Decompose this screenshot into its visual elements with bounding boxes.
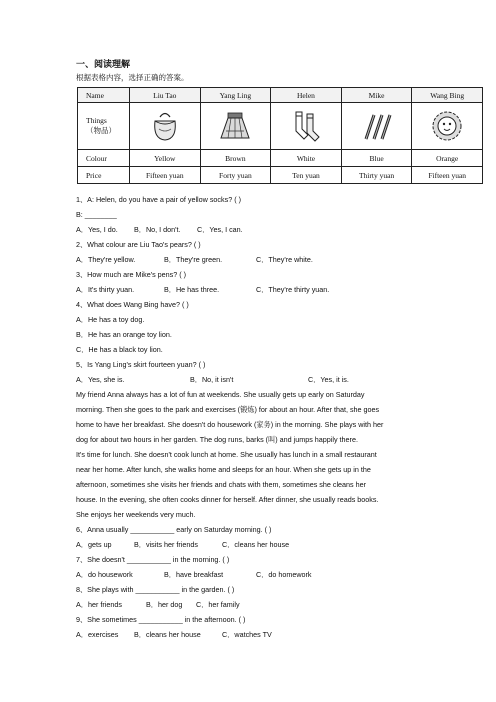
- cell-price: Fifteen yuan: [130, 167, 201, 184]
- question-6: 6、Anna usually ___________ early on Saturday morning. ( ): [76, 525, 272, 534]
- cell-name: Wang Bing: [412, 88, 483, 103]
- question-7: 7、She doesn't ___________ in the morning. ( ): [76, 555, 230, 564]
- question-5: 5、Is Yang Ling's skirt fourteen yuan? ( ): [76, 360, 206, 369]
- q3-option-a[interactable]: A．It's thirty yuan.: [76, 285, 135, 294]
- passage-line: morning. Then she goes to the park and exercises (锻炼) for about an hour. After that, she goes: [76, 405, 380, 414]
- q7-option-a[interactable]: A．do housework: [76, 570, 133, 579]
- table-row-things: [78, 103, 483, 150]
- q1-option-c[interactable]: C．Yes, I can.: [197, 225, 243, 234]
- skirt-icon: [218, 109, 252, 143]
- question-8: 8、She plays with ___________ in the garden. ( ): [76, 585, 235, 594]
- things-label: Things: [86, 116, 107, 125]
- q8-option-c[interactable]: C．her family: [196, 600, 240, 609]
- table-row-name: [78, 88, 483, 103]
- pens-icon: [360, 109, 394, 143]
- q6-option-b[interactable]: B．visits her friends: [134, 540, 198, 549]
- q5-option-b[interactable]: B．No, it isn't: [190, 375, 234, 384]
- cell-colour: Brown: [200, 150, 271, 167]
- q8-option-a[interactable]: A．her friends: [76, 600, 122, 609]
- cell-price: Fifteen yuan: [412, 167, 483, 184]
- q2-option-c[interactable]: C．They're white.: [256, 255, 313, 264]
- things-label-cn: （物品）: [86, 126, 116, 135]
- cell-thing: [271, 103, 342, 150]
- passage-line: My friend Anna always has a lot of fun at weekends. She usually gets up early on Saturday: [76, 390, 365, 399]
- cell-colour: Blue: [341, 150, 412, 167]
- section-title: 一、阅读理解: [76, 59, 131, 69]
- info-table: [77, 87, 483, 184]
- passage-line: It's time for lunch. She doesn't cook lunch at home. She usually has lunch in a small restaurant: [76, 450, 377, 459]
- passage-line: dog for about two hours in her garden. The dog runs, barks (叫) and jumps happily there.: [76, 435, 358, 444]
- q3-option-b[interactable]: B．He has three.: [164, 285, 220, 294]
- passage-line: She enjoys her weekends very much.: [76, 510, 196, 519]
- cell-thing: [130, 103, 201, 150]
- question-9: 9、She sometimes ___________ in the afternoon. ( ): [76, 615, 246, 624]
- bag-icon: [150, 109, 180, 143]
- cell-thing: [200, 103, 271, 150]
- question-3: 3、How much are Mike's pens? ( ): [76, 270, 187, 279]
- q9-option-a[interactable]: A．exercises: [76, 630, 119, 639]
- cell-price: Forty yuan: [200, 167, 271, 184]
- passage-line: near her home. After lunch, she walks home and sleeps for an hour. When she gets up in the: [76, 465, 371, 474]
- instruction: 根据表格内容，选择正确的答案。: [76, 73, 189, 82]
- cell-price: Thirty yuan: [341, 167, 412, 184]
- q8-option-b[interactable]: B．her dog: [146, 600, 183, 609]
- q1-option-a[interactable]: A．Yes, I do.: [76, 225, 118, 234]
- q5-option-c[interactable]: C．Yes, it is.: [308, 375, 349, 384]
- question-1: 1、A: Helen, do you have a pair of yellow socks? ( ): [76, 195, 241, 204]
- q7-option-c[interactable]: C．do homework: [256, 570, 312, 579]
- cell-name: Mike: [341, 88, 412, 103]
- cell-name: Helen: [271, 88, 342, 103]
- q6-option-c[interactable]: C．cleans her house: [222, 540, 290, 549]
- cell-price: Ten yuan: [271, 167, 342, 184]
- cell-name: Liu Tao: [130, 88, 201, 103]
- table-row-colour: [78, 150, 483, 167]
- question-4: 4、What does Wang Bing have? ( ): [76, 300, 189, 309]
- q1-option-b[interactable]: B．No, I don't.: [134, 225, 181, 234]
- socks-icon: [290, 109, 322, 143]
- row-label-price: Price: [78, 167, 130, 184]
- q9-option-c[interactable]: C．watches TV: [222, 630, 272, 639]
- q9-option-b[interactable]: B．cleans her house: [134, 630, 201, 639]
- question-1-answer-line: B: ________: [76, 210, 117, 219]
- cell-colour: Yellow: [130, 150, 201, 167]
- q5-option-a[interactable]: A．Yes, she is.: [76, 375, 125, 384]
- lion-icon: [430, 109, 464, 143]
- passage-line: house. In the evening, she often cooks dinner for herself. After dinner, she usually reads books.: [76, 495, 379, 504]
- q6-option-a[interactable]: A．gets up: [76, 540, 112, 549]
- q2-option-a[interactable]: A．They're yellow.: [76, 255, 136, 264]
- cell-colour: Orange: [412, 150, 483, 167]
- q4-option-a[interactable]: A．He has a toy dog.: [76, 315, 145, 324]
- passage-line: afternoon, sometimes she visits her friends and chats with them, sometimes she cleans her: [76, 480, 367, 489]
- q2-option-b[interactable]: B．They're green.: [164, 255, 223, 264]
- passage-line: home to have her breakfast. She doesn't do housework (家务) in the morning. She plays with her: [76, 420, 384, 429]
- row-label-things: [78, 103, 130, 150]
- row-label-name: Name: [78, 88, 130, 103]
- cell-name: Yang Ling: [200, 88, 271, 103]
- row-label-colour: Colour: [78, 150, 130, 167]
- q3-option-c[interactable]: C．They're thirty yuan.: [256, 285, 330, 294]
- table-row-price: [78, 167, 483, 184]
- q7-option-b[interactable]: B．have breakfast: [164, 570, 224, 579]
- question-2: 2、What colour are Liu Tao's pears? ( ): [76, 240, 201, 249]
- q4-option-b[interactable]: B．He has an orange toy lion.: [76, 330, 172, 339]
- q4-option-c[interactable]: C．He has a black toy lion.: [76, 345, 163, 354]
- cell-thing: [412, 103, 483, 150]
- cell-colour: White: [271, 150, 342, 167]
- cell-thing: [341, 103, 412, 150]
